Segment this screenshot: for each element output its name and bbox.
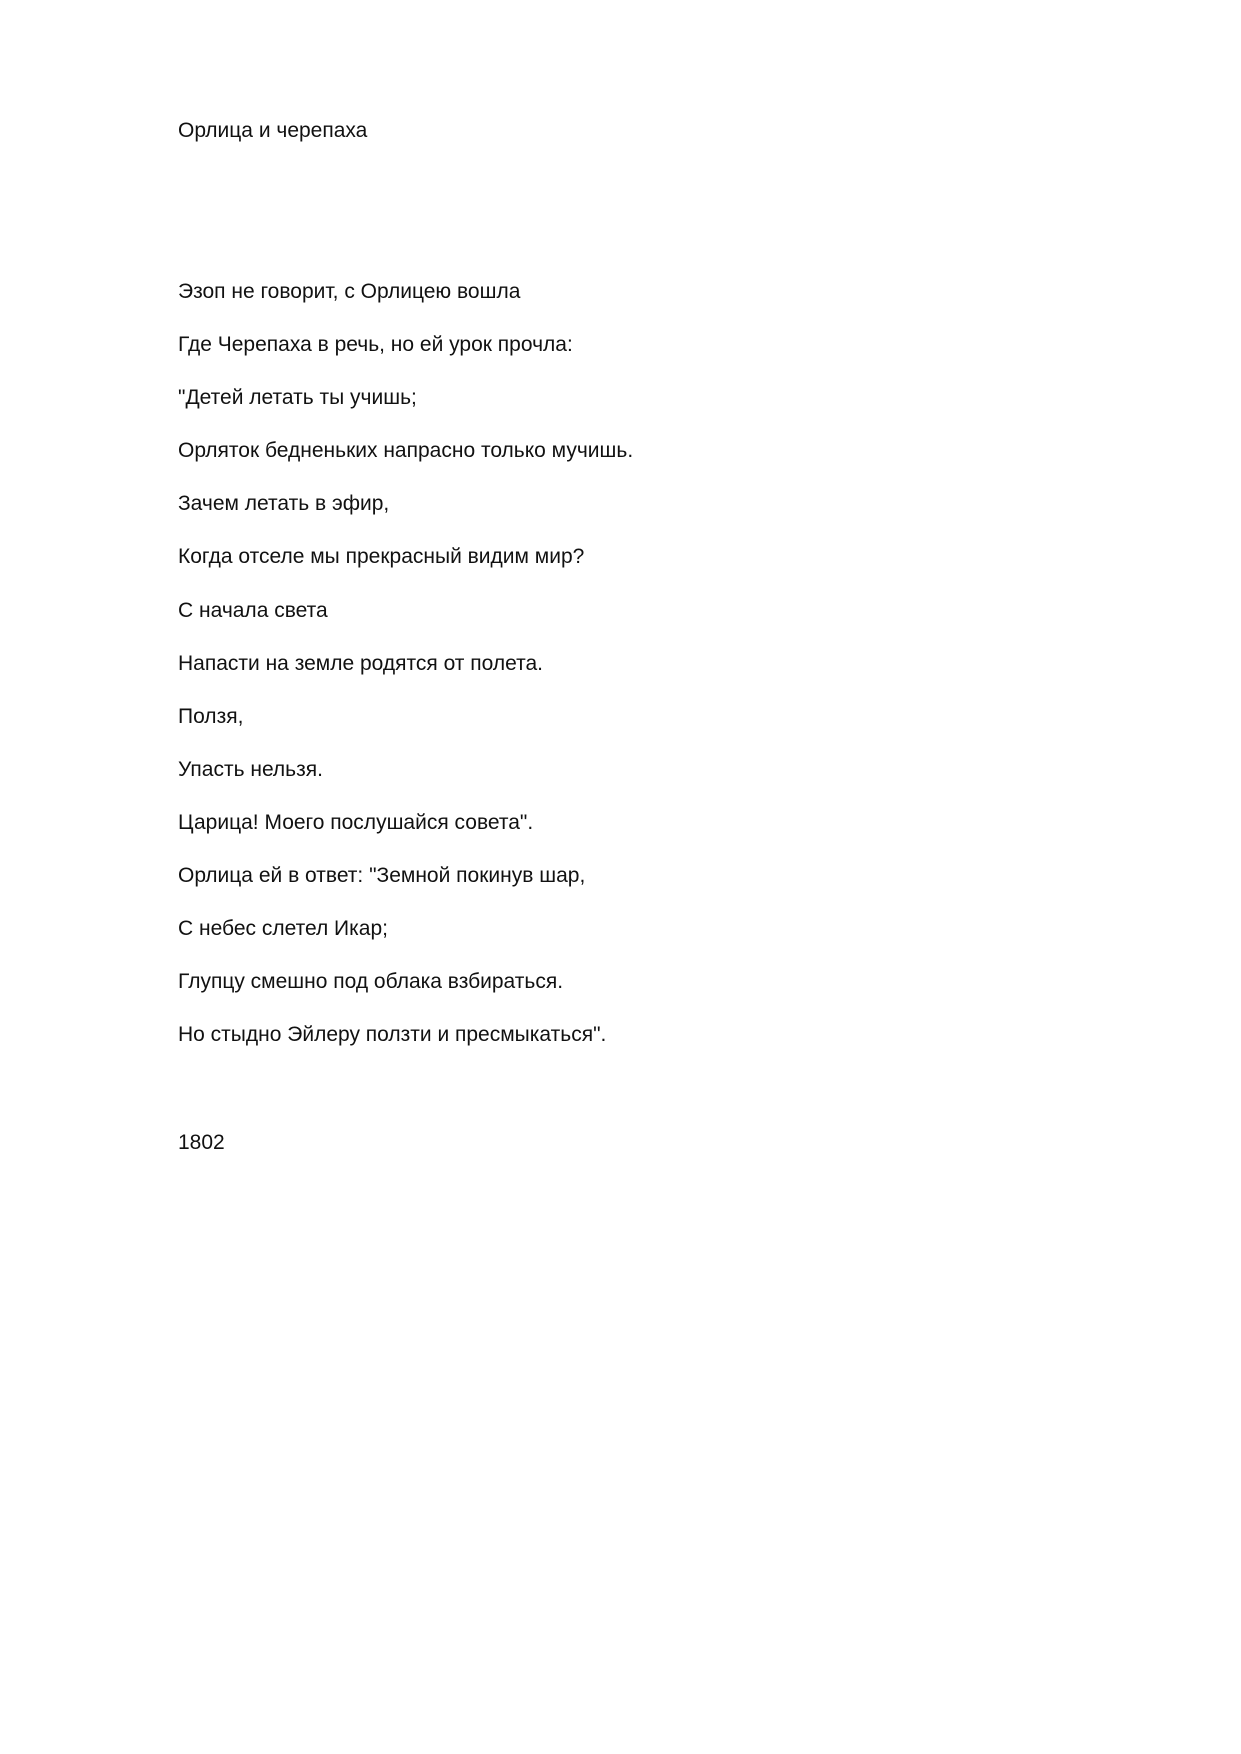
poem-body [178,279,633,1075]
poem-line: Глупцу смешно под облака взбираться. [178,970,564,994]
poem-title: Орлица и черепаха [178,119,368,142]
poem-line: Где Черепаха в речь, но ей урок прочла: [178,333,573,357]
poem-line: С начала света [178,598,328,622]
poem-line: Упасть нельзя. [178,757,323,781]
poem-line: Когда отселе мы прекрасный видим мир? [178,545,585,569]
poem-line: Зачем летать в эфир, [178,492,390,516]
poem-line: Орлица ей в ответ: "Земной покинув шар, [178,864,586,888]
poem-line: Напасти на земле родятся от полета. [178,651,543,675]
poem-line: Ползя, [178,704,244,728]
poem-line: Эзоп не говорит, с Орлицею вошла [178,280,521,303]
poem-line: С небес слетел Икар; [178,917,388,941]
poem-line: "Детей летать ты учишь; [178,386,417,410]
poem-line: Орляток бедненьких напрасно только мучишь. [178,439,634,463]
poem-line: Но стыдно Эйлеру ползти и пресмыкаться". [178,1023,607,1047]
poem-line: Царица! Моего послушайся совета". [178,810,534,834]
poem-year: 1802 [178,1131,225,1154]
